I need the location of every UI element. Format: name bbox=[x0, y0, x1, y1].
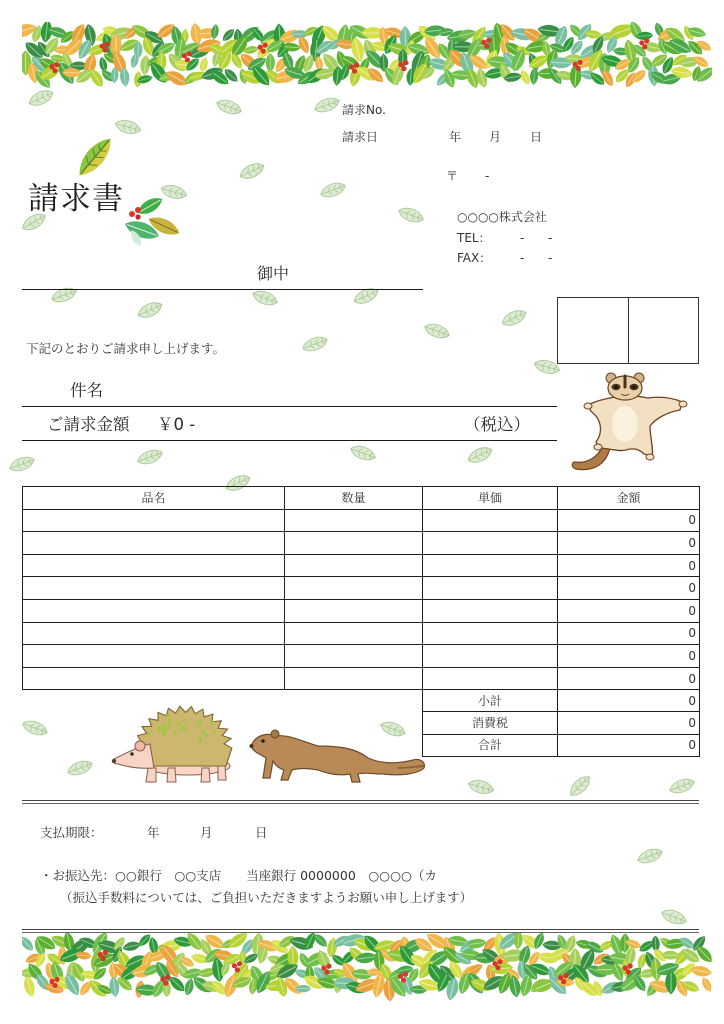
summary-value: 0 bbox=[558, 734, 700, 756]
leaf-icon bbox=[395, 202, 427, 228]
table-header-row bbox=[23, 487, 700, 510]
item-cell bbox=[23, 509, 285, 532]
berry-icon bbox=[101, 956, 106, 961]
flying-squirrel-illustration bbox=[568, 368, 688, 480]
unit-price-cell bbox=[423, 599, 558, 622]
berry-icon bbox=[237, 961, 242, 966]
column-header-unit-price: 単価 bbox=[423, 487, 558, 510]
leaf-icon bbox=[48, 282, 80, 308]
transfer-fee-note: （振込手数料については、ご負担いただきますようお願い申し上げます） bbox=[60, 890, 473, 905]
quantity-cell bbox=[285, 599, 423, 622]
berry-icon bbox=[165, 975, 170, 980]
leaf-icon bbox=[6, 451, 38, 477]
amount-cell: 0 bbox=[558, 554, 700, 577]
leaf-icon bbox=[498, 304, 531, 332]
fax-label: FAX： bbox=[457, 251, 492, 265]
berry-icon bbox=[52, 983, 57, 988]
stamp-box-right bbox=[628, 297, 699, 364]
invoice-date-label: 請求日 bbox=[342, 130, 379, 144]
subject-underline bbox=[22, 406, 557, 407]
leaf-icon bbox=[213, 94, 245, 120]
leaf-icon bbox=[266, 53, 275, 72]
berry-icon bbox=[105, 42, 110, 47]
leaf-icon bbox=[22, 975, 37, 998]
berry-icon bbox=[642, 44, 647, 49]
tel-separator: - bbox=[520, 231, 525, 245]
berry-icon bbox=[626, 969, 631, 974]
subject-label: 件名 bbox=[70, 381, 103, 400]
berry-icon bbox=[129, 211, 135, 217]
leaf-icon bbox=[465, 775, 497, 800]
invoice-date-year: 年 bbox=[449, 130, 462, 144]
berry-icon bbox=[578, 60, 583, 65]
berry-icon bbox=[261, 49, 266, 54]
amount-cell: 0 bbox=[558, 599, 700, 622]
berry-icon bbox=[187, 51, 192, 56]
invoice-number-label: 請求No. bbox=[342, 103, 386, 117]
table-row bbox=[23, 599, 700, 622]
summary-row bbox=[423, 734, 700, 756]
unit-price-cell bbox=[423, 622, 558, 645]
stamp-box-left bbox=[557, 297, 629, 364]
leaf-icon bbox=[19, 715, 51, 741]
berry-icon bbox=[163, 981, 168, 986]
leaf-icon bbox=[64, 755, 96, 781]
amount-cell: 0 bbox=[558, 667, 700, 690]
leaf-icon bbox=[311, 92, 343, 118]
unit-price-cell bbox=[423, 577, 558, 600]
amount-underline bbox=[22, 440, 557, 441]
berry-icon bbox=[403, 972, 408, 977]
summary-label: 消費税 bbox=[423, 712, 558, 734]
berry-icon bbox=[403, 60, 408, 65]
postal-separator: - bbox=[485, 169, 490, 183]
leaf-icon bbox=[317, 177, 349, 203]
leaf-icon bbox=[529, 67, 539, 85]
berry-icon bbox=[484, 44, 489, 49]
payment-due-year: 年 bbox=[147, 825, 160, 840]
summary-value: 0 bbox=[558, 690, 700, 712]
berry-icon bbox=[576, 66, 581, 71]
invoice-title: 請求書 bbox=[28, 181, 124, 217]
berry-icon bbox=[628, 963, 633, 968]
invoice-date-month: 月 bbox=[489, 130, 502, 144]
postal-mark: 〒 bbox=[446, 169, 459, 183]
intro-text: 下記のとおりご請求申し上げます。 bbox=[26, 341, 226, 356]
payment-due-label: 支払期限： bbox=[40, 825, 103, 840]
fax-separator: - bbox=[548, 251, 553, 265]
leaf-icon bbox=[350, 282, 383, 310]
unit-price-cell bbox=[423, 645, 558, 668]
berry-icon bbox=[54, 62, 59, 67]
berry-icon bbox=[54, 977, 59, 982]
leaf-icon bbox=[347, 440, 379, 466]
item-cell bbox=[23, 577, 285, 600]
leaf-icon bbox=[22, 934, 36, 953]
payment-due-month: 月 bbox=[200, 825, 213, 840]
berry-icon bbox=[185, 57, 190, 62]
tel-separator: - bbox=[548, 231, 553, 245]
berry-icon bbox=[235, 967, 240, 972]
berry-icon bbox=[324, 970, 329, 975]
item-cell bbox=[23, 622, 285, 645]
berry-icon bbox=[401, 66, 406, 71]
table-row bbox=[23, 509, 700, 532]
footer-double-line bbox=[22, 800, 699, 804]
bottom-double-line bbox=[22, 929, 699, 933]
recipient-underline bbox=[22, 289, 423, 290]
leaf-icon bbox=[700, 976, 712, 994]
berry-icon bbox=[497, 959, 502, 964]
quantity-cell bbox=[285, 509, 423, 532]
berry-icon bbox=[561, 979, 566, 984]
billing-amount-value: ￥0 - bbox=[157, 415, 196, 434]
hedgehog-illustration bbox=[110, 696, 234, 788]
berry-icon bbox=[486, 38, 491, 43]
item-cell bbox=[23, 554, 285, 577]
table-row bbox=[23, 645, 700, 668]
summary-label: 小計 bbox=[423, 690, 558, 712]
summary-row bbox=[423, 690, 700, 712]
item-cell bbox=[23, 645, 285, 668]
column-header-amount: 金額 bbox=[558, 487, 700, 510]
berry-icon bbox=[644, 38, 649, 43]
table-row bbox=[23, 532, 700, 555]
berry-icon bbox=[52, 68, 57, 73]
berry-icon bbox=[354, 63, 359, 68]
tax-included-note: （税込） bbox=[464, 415, 530, 434]
column-header-quantity: 数量 bbox=[285, 487, 423, 510]
bank-transfer-info: ・お振込先：○○銀行 ○○支店 当座銀行 0000000 ○○○○（カ bbox=[40, 868, 437, 883]
items-table bbox=[22, 486, 700, 690]
leaf-icon bbox=[658, 904, 690, 930]
berry-icon bbox=[263, 43, 268, 48]
quantity-cell bbox=[285, 577, 423, 600]
leaf-icon bbox=[122, 940, 142, 953]
leaf-border-bottom bbox=[22, 932, 712, 1004]
leaf-icon bbox=[666, 773, 698, 799]
leaf-icon bbox=[299, 331, 331, 357]
amount-cell: 0 bbox=[558, 645, 700, 668]
amount-cell: 0 bbox=[558, 509, 700, 532]
summary-table bbox=[422, 689, 700, 757]
billing-amount-label: ご請求金額 bbox=[47, 415, 130, 434]
berry-icon bbox=[135, 207, 141, 213]
berry-icon bbox=[352, 69, 357, 74]
quantity-cell bbox=[285, 622, 423, 645]
amount-cell: 0 bbox=[558, 622, 700, 645]
unit-price-cell bbox=[423, 532, 558, 555]
leaf-icon bbox=[236, 157, 269, 185]
summary-label: 合計 bbox=[423, 734, 558, 756]
item-cell bbox=[23, 599, 285, 622]
unit-price-cell bbox=[423, 509, 558, 532]
leaf-icon bbox=[634, 843, 666, 869]
leaf-icon bbox=[134, 444, 166, 470]
amount-cell: 0 bbox=[558, 577, 700, 600]
leaf-icon bbox=[464, 441, 497, 469]
column-header-item: 品名 bbox=[23, 487, 285, 510]
berry-icon bbox=[103, 48, 108, 53]
invoice-date-day: 日 bbox=[530, 130, 543, 144]
leaf-icon bbox=[183, 977, 196, 996]
quantity-cell bbox=[285, 532, 423, 555]
leaf-icon bbox=[134, 296, 167, 324]
table-row bbox=[23, 554, 700, 577]
recipient-honorific: 御中 bbox=[257, 264, 290, 283]
quantity-cell bbox=[285, 667, 423, 690]
summary-value: 0 bbox=[558, 712, 700, 734]
leaf-icon bbox=[421, 318, 453, 344]
berry-icon bbox=[135, 214, 140, 219]
berry-icon bbox=[326, 964, 331, 969]
leaf-border-top bbox=[22, 22, 712, 94]
summary-row bbox=[423, 712, 700, 734]
leaf-icon bbox=[564, 770, 597, 803]
berry-icon bbox=[495, 965, 500, 970]
item-cell bbox=[23, 532, 285, 555]
amount-cell: 0 bbox=[558, 532, 700, 555]
unit-price-cell bbox=[423, 554, 558, 577]
quantity-cell bbox=[285, 554, 423, 577]
table-row bbox=[23, 667, 700, 690]
berry-icon bbox=[401, 978, 406, 983]
berry-icon bbox=[563, 973, 568, 978]
table-row bbox=[23, 622, 700, 645]
unit-price-cell bbox=[423, 667, 558, 690]
ferret-illustration bbox=[248, 724, 428, 786]
table-row bbox=[23, 577, 700, 600]
payment-due-day: 日 bbox=[255, 825, 268, 840]
fax-separator: - bbox=[520, 251, 525, 265]
berry-icon bbox=[103, 950, 108, 955]
tel-label: TEL： bbox=[457, 231, 491, 245]
quantity-cell bbox=[285, 645, 423, 668]
company-name: ○○○○株式会社 bbox=[457, 210, 547, 224]
item-cell bbox=[23, 667, 285, 690]
